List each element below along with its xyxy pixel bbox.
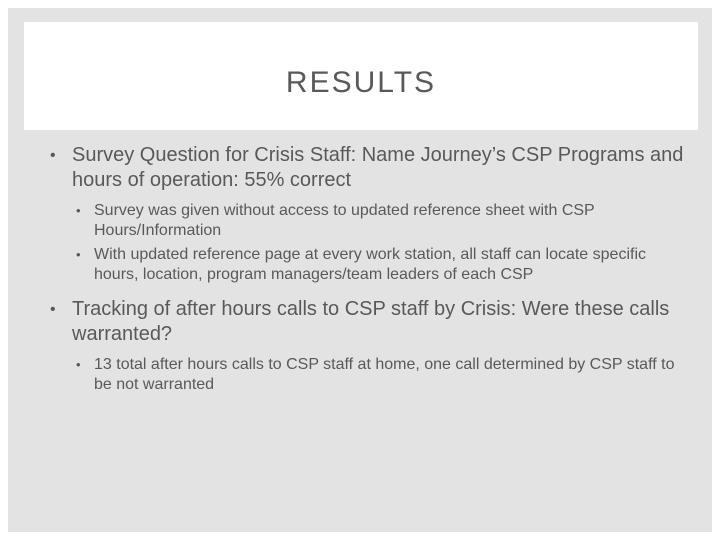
bullet-item <box>50 297 690 347</box>
sub-bullet-icon: • <box>76 247 81 262</box>
bullet-text: Tracking of after hours calls to CSP staff by Crisis: Were these calls warranted? <box>72 298 670 345</box>
sub-bullet-text: With updated reference page at every work station, all staff can locate specific hours, location, program managers/team leaders of each CSP <box>94 246 646 283</box>
bullet-icon: • <box>50 301 56 318</box>
bullet-icon: • <box>50 147 56 164</box>
bullet-text: Survey Question for Crisis Staff: Name Journey’s CSP Programs and hours of operation: 55% correct <box>72 144 684 191</box>
bullet-item <box>50 143 690 193</box>
sub-bullet-item <box>50 245 690 285</box>
sub-bullet-icon: • <box>76 203 81 218</box>
slide <box>8 8 712 532</box>
slide-title: RESULTS <box>285 66 437 99</box>
sub-bullet-text: 13 total after hours calls to CSP staff at home, one call determined by CSP staff to be not warranted <box>94 356 675 393</box>
sub-bullet-item <box>50 201 690 241</box>
sub-bullet-text: Survey was given without access to updated reference sheet with CSP Hours/Information <box>94 202 595 239</box>
slide-content <box>50 143 690 395</box>
title-box <box>24 22 698 130</box>
sub-bullet-icon: • <box>76 357 81 372</box>
sub-bullet-item <box>50 355 690 395</box>
